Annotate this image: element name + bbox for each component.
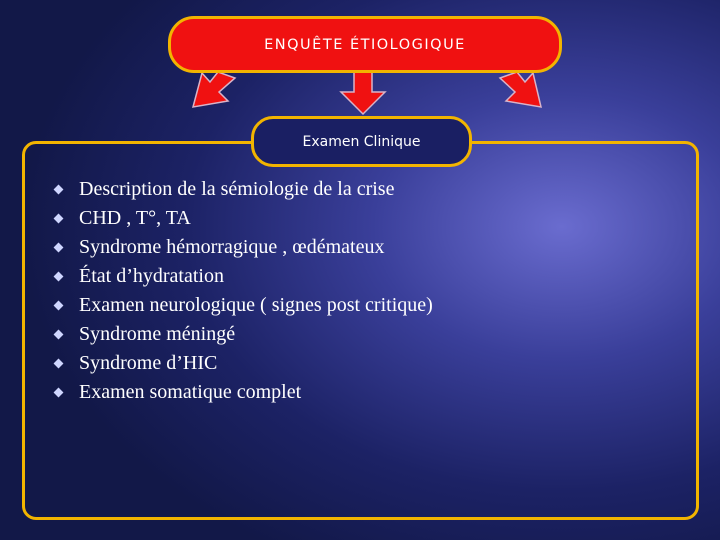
list-item: CHD , T°, TA	[44, 204, 433, 233]
diamond-bullet-icon	[54, 330, 64, 340]
list-item: État d’hydratation	[44, 262, 433, 291]
subtitle-banner	[251, 116, 472, 167]
diamond-bullet-icon	[54, 301, 64, 311]
diamond-bullet-icon	[54, 185, 64, 195]
diamond-bullet-icon	[54, 272, 64, 282]
item-list	[44, 175, 433, 407]
list-item: Syndrome d’HIC	[44, 349, 433, 378]
arrow-right	[500, 72, 541, 107]
list-item: Syndrome hémorragique , œdémateux	[44, 233, 433, 262]
list-item: Examen somatique complet	[44, 378, 433, 407]
list-item: Description de la sémiologie de la crise	[44, 175, 433, 204]
title-banner	[168, 16, 562, 73]
list-item: Syndrome méningé	[44, 320, 433, 349]
arrow-center	[341, 72, 385, 114]
diamond-bullet-icon	[54, 214, 64, 224]
arrow-left	[193, 72, 235, 107]
diamond-bullet-icon	[54, 388, 64, 398]
list-item: Examen neurologique ( signes post critique)	[44, 291, 433, 320]
diamond-bullet-icon	[54, 359, 64, 369]
diamond-bullet-icon	[54, 243, 64, 253]
title-text: ENQUÊTE ÉTIOLOGIQUE	[264, 36, 466, 53]
subtitle-text: Examen Clinique	[302, 133, 421, 150]
